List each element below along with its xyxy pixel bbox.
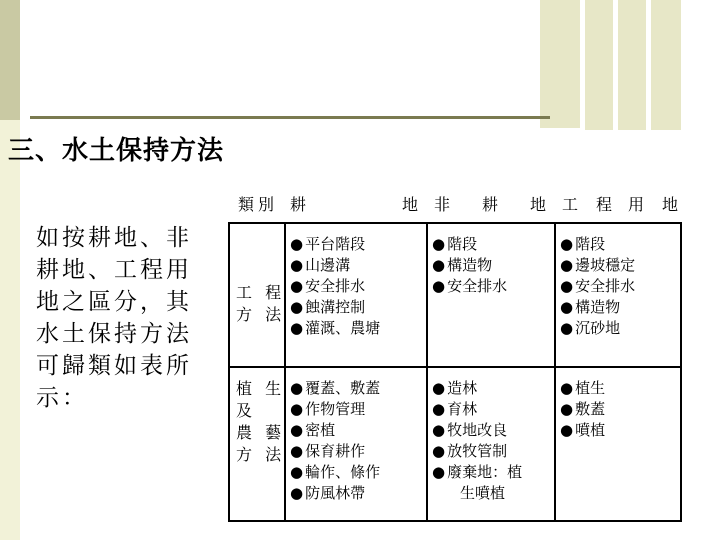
list-item: ● 沉砂地: [560, 318, 635, 339]
top-left-decor-block: [0, 0, 20, 120]
table-divider: [426, 224, 428, 520]
cell-vegetation-farmland: [290, 378, 380, 504]
list-item: ● 平台階段: [290, 234, 380, 255]
row-label-line: 方 法: [236, 445, 286, 464]
list-item: ● 邊坡穩定: [560, 255, 635, 276]
top-decor-strip: [540, 0, 580, 128]
header-nonfarm-2: 耕: [482, 195, 499, 214]
header-nonfarm-3: 地: [530, 195, 547, 214]
list-item: ● 廢棄地：植: [432, 462, 522, 483]
list-item: ● 作物管理: [290, 399, 380, 420]
table-divider: [230, 366, 680, 368]
cell-vegetation-nonfarm: [432, 378, 522, 504]
cell-engineering-england: [560, 234, 635, 339]
header-farmland-2: 地: [402, 195, 419, 214]
list-item: ● 輪作、條作: [290, 462, 380, 483]
methods-table: [228, 222, 682, 522]
list-item: ● 造林: [432, 378, 522, 399]
row-label-line: 植 生: [236, 379, 286, 398]
list-item: ● 安全排水: [560, 276, 635, 297]
cell-engineering-farmland: [290, 234, 380, 339]
table-divider: [284, 224, 286, 520]
list-item: ● 構造物: [432, 255, 507, 276]
header-engineering-4: 地: [662, 195, 679, 214]
list-item: ● 山邊溝: [290, 255, 380, 276]
list-item: ● 密植: [290, 420, 380, 441]
list-item: ● 安全排水: [290, 276, 380, 297]
header-engineering-2: 程: [596, 195, 613, 214]
list-item: ● 噴植: [560, 420, 605, 441]
top-decor-strip: [618, 0, 646, 130]
list-item: ● 保育耕作: [290, 441, 380, 462]
header-engineering-1: 工: [562, 195, 579, 214]
list-item: ● 牧地改良: [432, 420, 522, 441]
row-label-vegetation: [236, 378, 285, 466]
title-rule: [30, 116, 550, 119]
list-item: ● 階段: [432, 234, 507, 255]
header-nonfarm-1: 非: [434, 195, 451, 214]
list-item: ● 敷蓋: [560, 399, 605, 420]
list-item: ● 階段: [560, 234, 635, 255]
list-item: ● 放牧管制: [432, 441, 522, 462]
cell-engineering-nonfarm: [432, 234, 507, 297]
list-item: ● 安全排水: [432, 276, 507, 297]
list-item: ● 防風林帶: [290, 483, 380, 504]
list-item: ● 覆蓋、敷蓋: [290, 378, 380, 399]
list-item-continuation: 生噴植: [460, 484, 506, 502]
table-divider: [554, 224, 556, 520]
list-item: ● 植生: [560, 378, 605, 399]
header-farmland-1: 耕: [290, 195, 307, 214]
row-label-line: 及: [236, 401, 257, 420]
list-item: ● 育林: [432, 399, 522, 420]
header-category: 類別: [238, 195, 279, 214]
list-item: ● 構造物: [560, 297, 635, 318]
row-label-line: 工 程: [236, 283, 286, 302]
row-label-engineering: [236, 282, 285, 326]
row-label-line: 農 藝: [236, 423, 286, 442]
top-decor-strip: [585, 0, 613, 130]
header-engineering-3: 用: [628, 195, 645, 214]
slide-title: 三、水土保持方法: [8, 136, 225, 166]
top-decor-strip: [651, 0, 681, 130]
list-item: ● 蝕溝控制: [290, 297, 380, 318]
cell-vegetation-england: [560, 378, 605, 441]
intro-text: 如按耕地、非耕地、工程用地之區分，其水土保持方法可歸類如表所示：: [36, 225, 192, 411]
list-item: ● 灌溉、農塘: [290, 318, 380, 339]
row-label-line: 方 法: [236, 305, 286, 324]
